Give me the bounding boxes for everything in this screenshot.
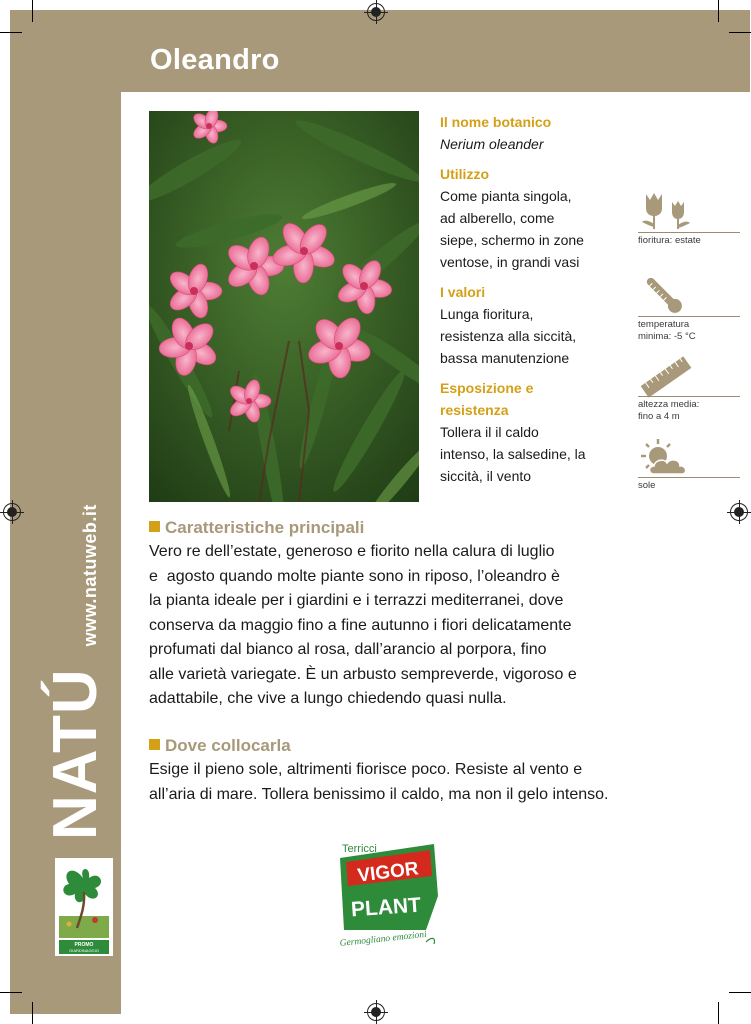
header-band	[10, 10, 750, 92]
crop-mark	[718, 0, 719, 22]
info-heading: Utilizzo	[440, 166, 489, 182]
promo-text-1: PROMO	[74, 942, 94, 948]
oleander-photo	[149, 111, 419, 502]
info-block-exposure	[440, 377, 620, 487]
registration-mark	[367, 3, 385, 21]
logo-vigor-text: VIGOR	[356, 858, 420, 887]
info-text: Tollera il il caldo	[440, 424, 539, 440]
info-text: bassa manutenzione	[440, 350, 570, 366]
brand-url[interactable]: www.natuweb.it	[80, 504, 100, 647]
section-characteristics	[149, 516, 689, 712]
page-title: Oleandro	[150, 44, 280, 76]
info-text: ventose, in grandi vasi	[440, 254, 580, 270]
info-block-values	[440, 281, 620, 369]
info-heading: Il nome botanico	[440, 114, 552, 130]
crop-mark	[0, 32, 22, 33]
info-heading: Esposizione e	[440, 380, 534, 396]
section-heading	[149, 516, 689, 540]
info-text: Nerium oleander	[440, 136, 544, 152]
registration-mark	[367, 1003, 385, 1021]
crop-mark	[32, 0, 33, 22]
sun-cloud-icon	[638, 436, 694, 476]
body-line: profumati dal bianco al rosa, dall’arancio al porpora, fino	[149, 641, 547, 658]
promo-giardinaggio-logo	[55, 858, 113, 956]
ruler-icon	[638, 356, 694, 398]
section-heading	[149, 734, 689, 758]
body-line: Vero re dell’estate, generoso e fiorito nella calura di luglio	[149, 543, 555, 560]
logo-tagline: Germogliano emozioni	[339, 929, 428, 949]
bullet-square-icon	[149, 521, 160, 532]
body-line: adattabile, che vive a lungo chiedendo quasi nulla.	[149, 690, 507, 707]
icon-block-flowering	[638, 190, 740, 270]
vigorplant-logo	[334, 838, 444, 956]
info-text: siccità, il vento	[440, 468, 532, 484]
registration-mark	[730, 503, 748, 521]
crop-mark	[729, 992, 751, 993]
section-heading-text: Caratteristiche principali	[165, 518, 365, 537]
section-placement	[149, 734, 689, 807]
info-text: ad alberello, come	[440, 210, 555, 226]
info-heading: I valori	[440, 284, 486, 300]
bullet-square-icon	[149, 739, 160, 750]
info-column	[440, 111, 620, 487]
body-line: conserva da maggio fino a fine autunno i fiori delicatamente	[149, 616, 572, 634]
body-line: la pianta ideale per i giardini e i terrazzi mediterranei, dove	[149, 592, 564, 609]
logo-top-text: Terricci	[342, 843, 377, 855]
info-text: Come pianta singola,	[440, 188, 572, 204]
brand-name: NATÚ	[41, 668, 110, 840]
registration-mark	[3, 503, 21, 521]
info-text: Lunga fioritura,	[440, 306, 534, 322]
info-block-botanical	[440, 111, 620, 155]
icon-caption: minima: -5 °C	[638, 331, 696, 342]
info-block-usage	[440, 163, 620, 273]
section-heading-text: Dove collocarla	[165, 736, 291, 755]
crop-mark	[718, 1002, 719, 1024]
logo-plant-text: PLANT	[350, 893, 422, 922]
thermometer-icon	[640, 276, 690, 316]
brand-vertical	[40, 504, 111, 840]
promo-text-2: GIARDINAGGIO	[69, 948, 99, 953]
body-line: all’aria di mare. Tollera benissimo il caldo, ma non il gelo intenso.	[149, 785, 609, 803]
icon-block-exposure	[638, 436, 740, 496]
icon-block-height	[638, 356, 740, 436]
icon-caption: temperatura	[638, 319, 690, 330]
icon-caption: sole	[638, 480, 656, 491]
section-body	[149, 758, 689, 807]
crop-mark	[729, 32, 751, 33]
body-line: Esige il pieno sole, altrimenti fiorisce poco. Resiste al vento e	[149, 761, 583, 778]
body-line: e agosto quando molte piante sono in riposo, l’oleandro è	[149, 567, 560, 585]
section-body	[149, 540, 689, 712]
crop-mark	[0, 992, 22, 993]
crop-mark	[32, 1002, 33, 1024]
info-heading: resistenza	[440, 402, 509, 418]
icon-caption: fino a 4 m	[638, 411, 680, 422]
body-line: alle varietà variegate. È un arbusto sempreverde, vigoroso e	[149, 665, 577, 683]
icon-block-temperature	[638, 276, 740, 356]
icon-caption: fioritura: estate	[638, 235, 701, 246]
tulip-icon	[640, 190, 696, 230]
info-text: intenso, la salsedine, la	[440, 446, 586, 462]
icon-caption: altezza media:	[638, 399, 700, 410]
info-text: resistenza alla siccità,	[440, 328, 577, 344]
info-text: siepe, schermo in zone	[440, 232, 584, 248]
